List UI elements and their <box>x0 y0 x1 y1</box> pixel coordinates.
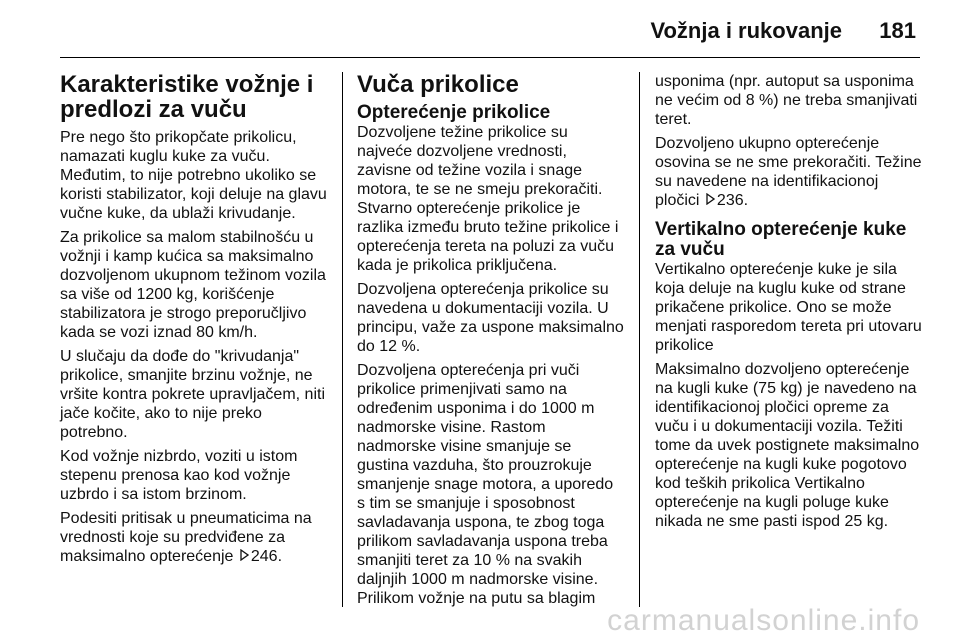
subsection-heading: Vertikalno opterećenje kuke za vuču <box>655 219 907 260</box>
paragraph: Pre nego što prikopčate prikolicu, namazati kuglu kuke za vuču. Međutim, to nije potrebno ukoliko se koristi stabilizator, koji deluje na glavu vučne kuke, da ublaži krivudanje. <box>60 129 327 222</box>
section-heading: Vuča prikolice <box>357 71 519 98</box>
column-3 <box>655 72 923 536</box>
paragraph: Vertikalno opterećenje kuke je sila koja deluje na kuglu kuke od strane prikačene prikolice. Ono se može menjati rasporedom tereta pri utovaru prikolice <box>655 261 922 354</box>
page-reference-arrow-icon[interactable] <box>706 191 715 210</box>
page-reference[interactable]: 246. <box>250 548 283 565</box>
column-2 <box>357 72 625 613</box>
paragraph: Za prikolice sa malom stabilnošću u vožnji i kamp kućica sa maksimalno dozvoljenom ukupnom težinom vozila sa više od 1200 kg, korišćenje stabilizatora je strogo preporučljivo kada se vozi iznad 80 km/h. <box>60 229 326 341</box>
paragraph: Dozvoljena opterećenja pri vuči prikolice primenjivati samo na određenim usponima i do 1000 m nadmorske visine. Rastom nadmorske visine smanjuje se gustina vazduha, što prouzrokuje smanjenje snage motora, a uporedo s tim se smanjuje i sposobnost savladavanja uspona, te zbog toga prilikom savladavanja uspona treba smanjiti teret za 10 % na svakih daljnjih 1000 m nadmorske visine. Prilikom vožnje na putu sa blagim <box>357 362 614 607</box>
page-header <box>0 14 960 54</box>
paragraph: Maksimalno dozvoljeno opterećenje na kugli kuke (75 kg) je navedeno na identifikacionoj pločici opreme za vuču i u dokumentaciji vozila. Težiti tome da uvek postignete maksimalno opterećenje na kugli kuke pogotovo kod teških prikolica Vertikalno opterećenje na kugli poluge kuke nikada ne sme pasti ispod 25 kg. <box>655 361 920 530</box>
paragraph: Kod vožnje nizbrdo, voziti u istom stepenu prenosa kao kod vožnje uzbrdo i sa istom brzinom. <box>60 448 298 503</box>
subsection-heading: Opterećenje prikolice <box>357 102 551 123</box>
column-divider <box>342 72 343 607</box>
page-reference[interactable]: 236. <box>716 192 749 209</box>
paragraph-text: Podesiti pritisak u pneumaticima na vrednosti koje su predviđene za maksimalno opterećenje <box>60 510 312 565</box>
page-number: 181 <box>879 18 916 43</box>
header-rule <box>60 57 920 58</box>
section-heading: Karakteristike vožnje i predlozi za vuču <box>60 71 314 123</box>
column-divider <box>639 72 640 607</box>
column-1 <box>60 72 328 571</box>
paragraph: Dozvoljene težine prikolice su najveće dozvoljene vrednosti, zavisne od težine vozila i snage motora, te se ne smeju prekoračiti. Stvarno opterećenje prikolice je razlika između bruto težine prikolice i opterećenja tereta na poluzi za vuču kada je prikolica priključena. <box>357 124 619 274</box>
paragraph: U slučaju da dođe do "krivudanja" prikolice, smanjite brzinu vožnje, ne vršite kontra pokrete upravljačem, niti jače kočite, ako to nije preko potrebno. <box>60 348 325 441</box>
watermark: carmanualsonline.info <box>607 604 920 637</box>
paragraph: Dozvoljena opterećenja prikolice su navedena u dokumentaciji vozila. U principu, važe za uspone maksimalno do 12 %. <box>357 281 624 355</box>
paragraph <box>60 509 328 566</box>
paragraph: usponima (npr. autoput sa usponima ne većim od 8 %) ne treba smanjivati teret. <box>655 73 918 128</box>
header-title: Vožnja i rukovanje <box>650 18 842 43</box>
paragraph-text: Dozvoljeno ukupno opterećenje osovina se ne sme prekoračiti. Težine su navedene na identifikacionoj pločici <box>655 135 922 209</box>
page-reference-arrow-icon[interactable] <box>240 547 249 566</box>
paragraph <box>655 134 923 210</box>
